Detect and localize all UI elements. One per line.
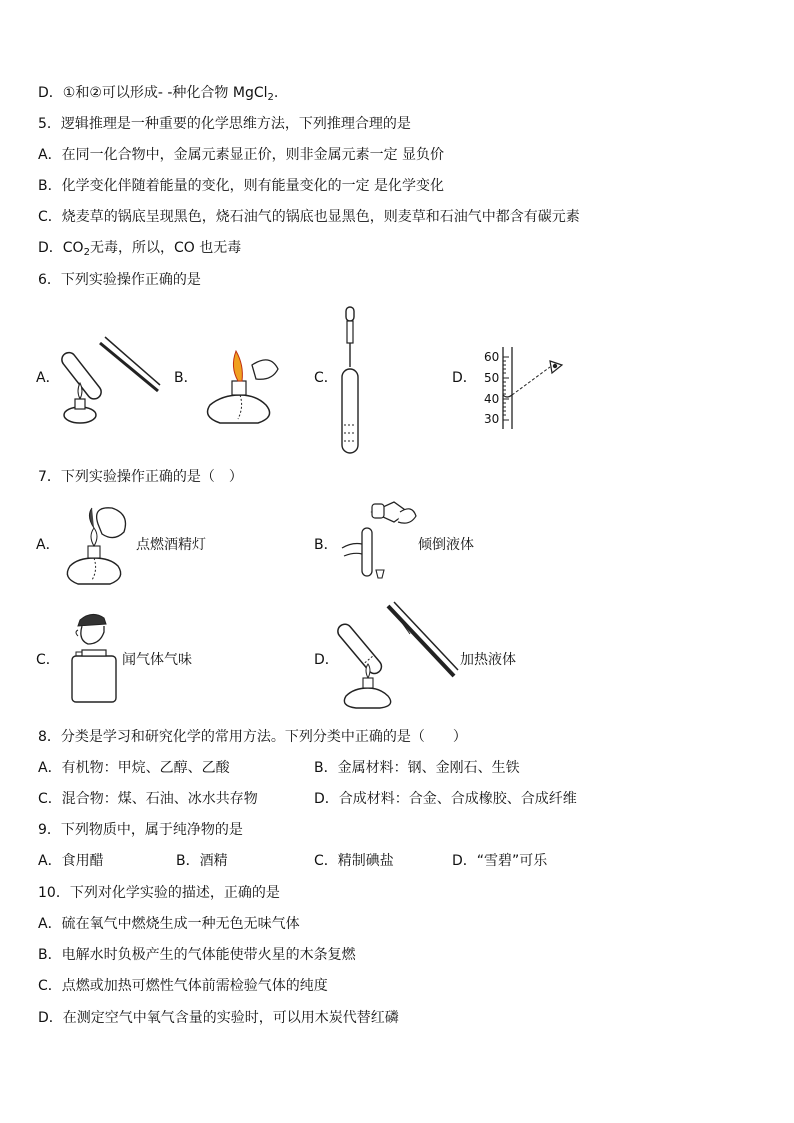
- q7-stem: 7．下列实验操作正确的是（ ）: [38, 469, 243, 485]
- q10-option-b: B．电解水时负极产生的气体能使带火星的木条复燃: [38, 947, 356, 963]
- q8-option-c: C．混合物：煤、石油、冰水共存物: [38, 791, 258, 807]
- heating-test-tube-illustration: [60, 325, 165, 425]
- q6-stem: 6．下列实验操作正确的是: [38, 272, 201, 288]
- lamp-lighting-by-lamp-illustration: [62, 504, 134, 586]
- q7-d-caption: 加热液体: [460, 652, 516, 668]
- q7-c-caption: 闻气体气味: [122, 652, 192, 668]
- graduated-cylinder-reading-illustration: [478, 345, 568, 430]
- q8-option-a: A．有机物：甲烷、乙醇、乙酸: [38, 760, 230, 776]
- cylinder-tick-30: 30: [484, 412, 500, 426]
- q4-d-subscript: 2: [267, 92, 274, 103]
- q7-label-c: C．: [36, 652, 60, 668]
- cylinder-tick-50: 50: [484, 371, 500, 385]
- alcohol-lamp-lighting-illustration: [200, 335, 282, 427]
- cylinder-tick-60: 60: [484, 350, 500, 364]
- q10-option-c: C．点燃或加热可燃性气体前需检验气体的纯度: [38, 978, 328, 994]
- q9-option-b: B．酒精: [176, 853, 228, 869]
- q4-d-text: D．①和②可以形成- -种化合物 MgCl: [38, 85, 268, 101]
- pouring-liquid-illustration: [338, 498, 418, 584]
- q7-b-caption: 倾倒液体: [418, 537, 474, 553]
- q9-option-c: C．精制碘盐: [314, 853, 394, 869]
- q5-d-suffix: 无毒，所以，CO 也无毒: [89, 240, 242, 256]
- q5-stem: 5．逻辑推理是一种重要的化学思维方法，下列推理合理的是: [38, 116, 411, 132]
- q9-option-d: D．“雪碧”可乐: [452, 853, 548, 869]
- q8-option-b: B．金属材料：钢、金刚石、生铁: [314, 760, 520, 776]
- q7-label-b: B．: [314, 537, 338, 553]
- q5-option-a: A．在同一化合物中，金属元素显正价，则非金属元素一定 显负价: [38, 147, 445, 163]
- q8-option-d: D．合成材料：合金、合成橡胶、合成纤维: [314, 791, 577, 807]
- q6-label-d: D．: [452, 370, 477, 386]
- q5-d-text: D．CO: [38, 240, 84, 256]
- q5-option-b: B．化学变化伴随着能量的变化，则有能量变化的一定 是化学变化: [38, 178, 445, 194]
- q6-label-c: C．: [314, 370, 338, 386]
- q5-option-d: [38, 239, 241, 262]
- q7-a-caption: 点燃酒精灯: [136, 537, 206, 553]
- q8-stem: 8．分类是学习和研究化学的常用方法。下列分类中正确的是（ ）: [38, 729, 467, 745]
- q4-d-suffix: .: [273, 85, 279, 101]
- cylinder-tick-40: 40: [484, 392, 500, 406]
- q9-stem: 9．下列物质中，属于纯净物的是: [38, 822, 243, 838]
- dropper-into-tube-illustration: [335, 307, 365, 457]
- q6-label-a: A．: [36, 370, 60, 386]
- q9-option-a: A．食用醋: [38, 853, 104, 869]
- q5-option-c: C．烧麦草的锅底呈现黑色，烧石油气的锅底也显黑色，则麦草和石油气中都含有碳元素: [38, 209, 580, 225]
- q7-label-d: D．: [314, 652, 339, 668]
- q7-label-a: A．: [36, 537, 60, 553]
- q4-option-d: [38, 84, 278, 107]
- q6-label-b: B．: [174, 370, 198, 386]
- q10-option-a: A．硫在氧气中燃烧生成一种无色无味气体: [38, 916, 300, 932]
- q10-option-d: D．在测定空气中氧气含量的实验时，可以用木炭代替红磷: [38, 1010, 399, 1026]
- heating-liquid-illustration: [338, 600, 458, 710]
- q10-stem: 10．下列对化学实验的描述，正确的是: [38, 885, 280, 901]
- q5-d-subscript: 2: [83, 247, 90, 258]
- smelling-gas-illustration: [66, 610, 122, 706]
